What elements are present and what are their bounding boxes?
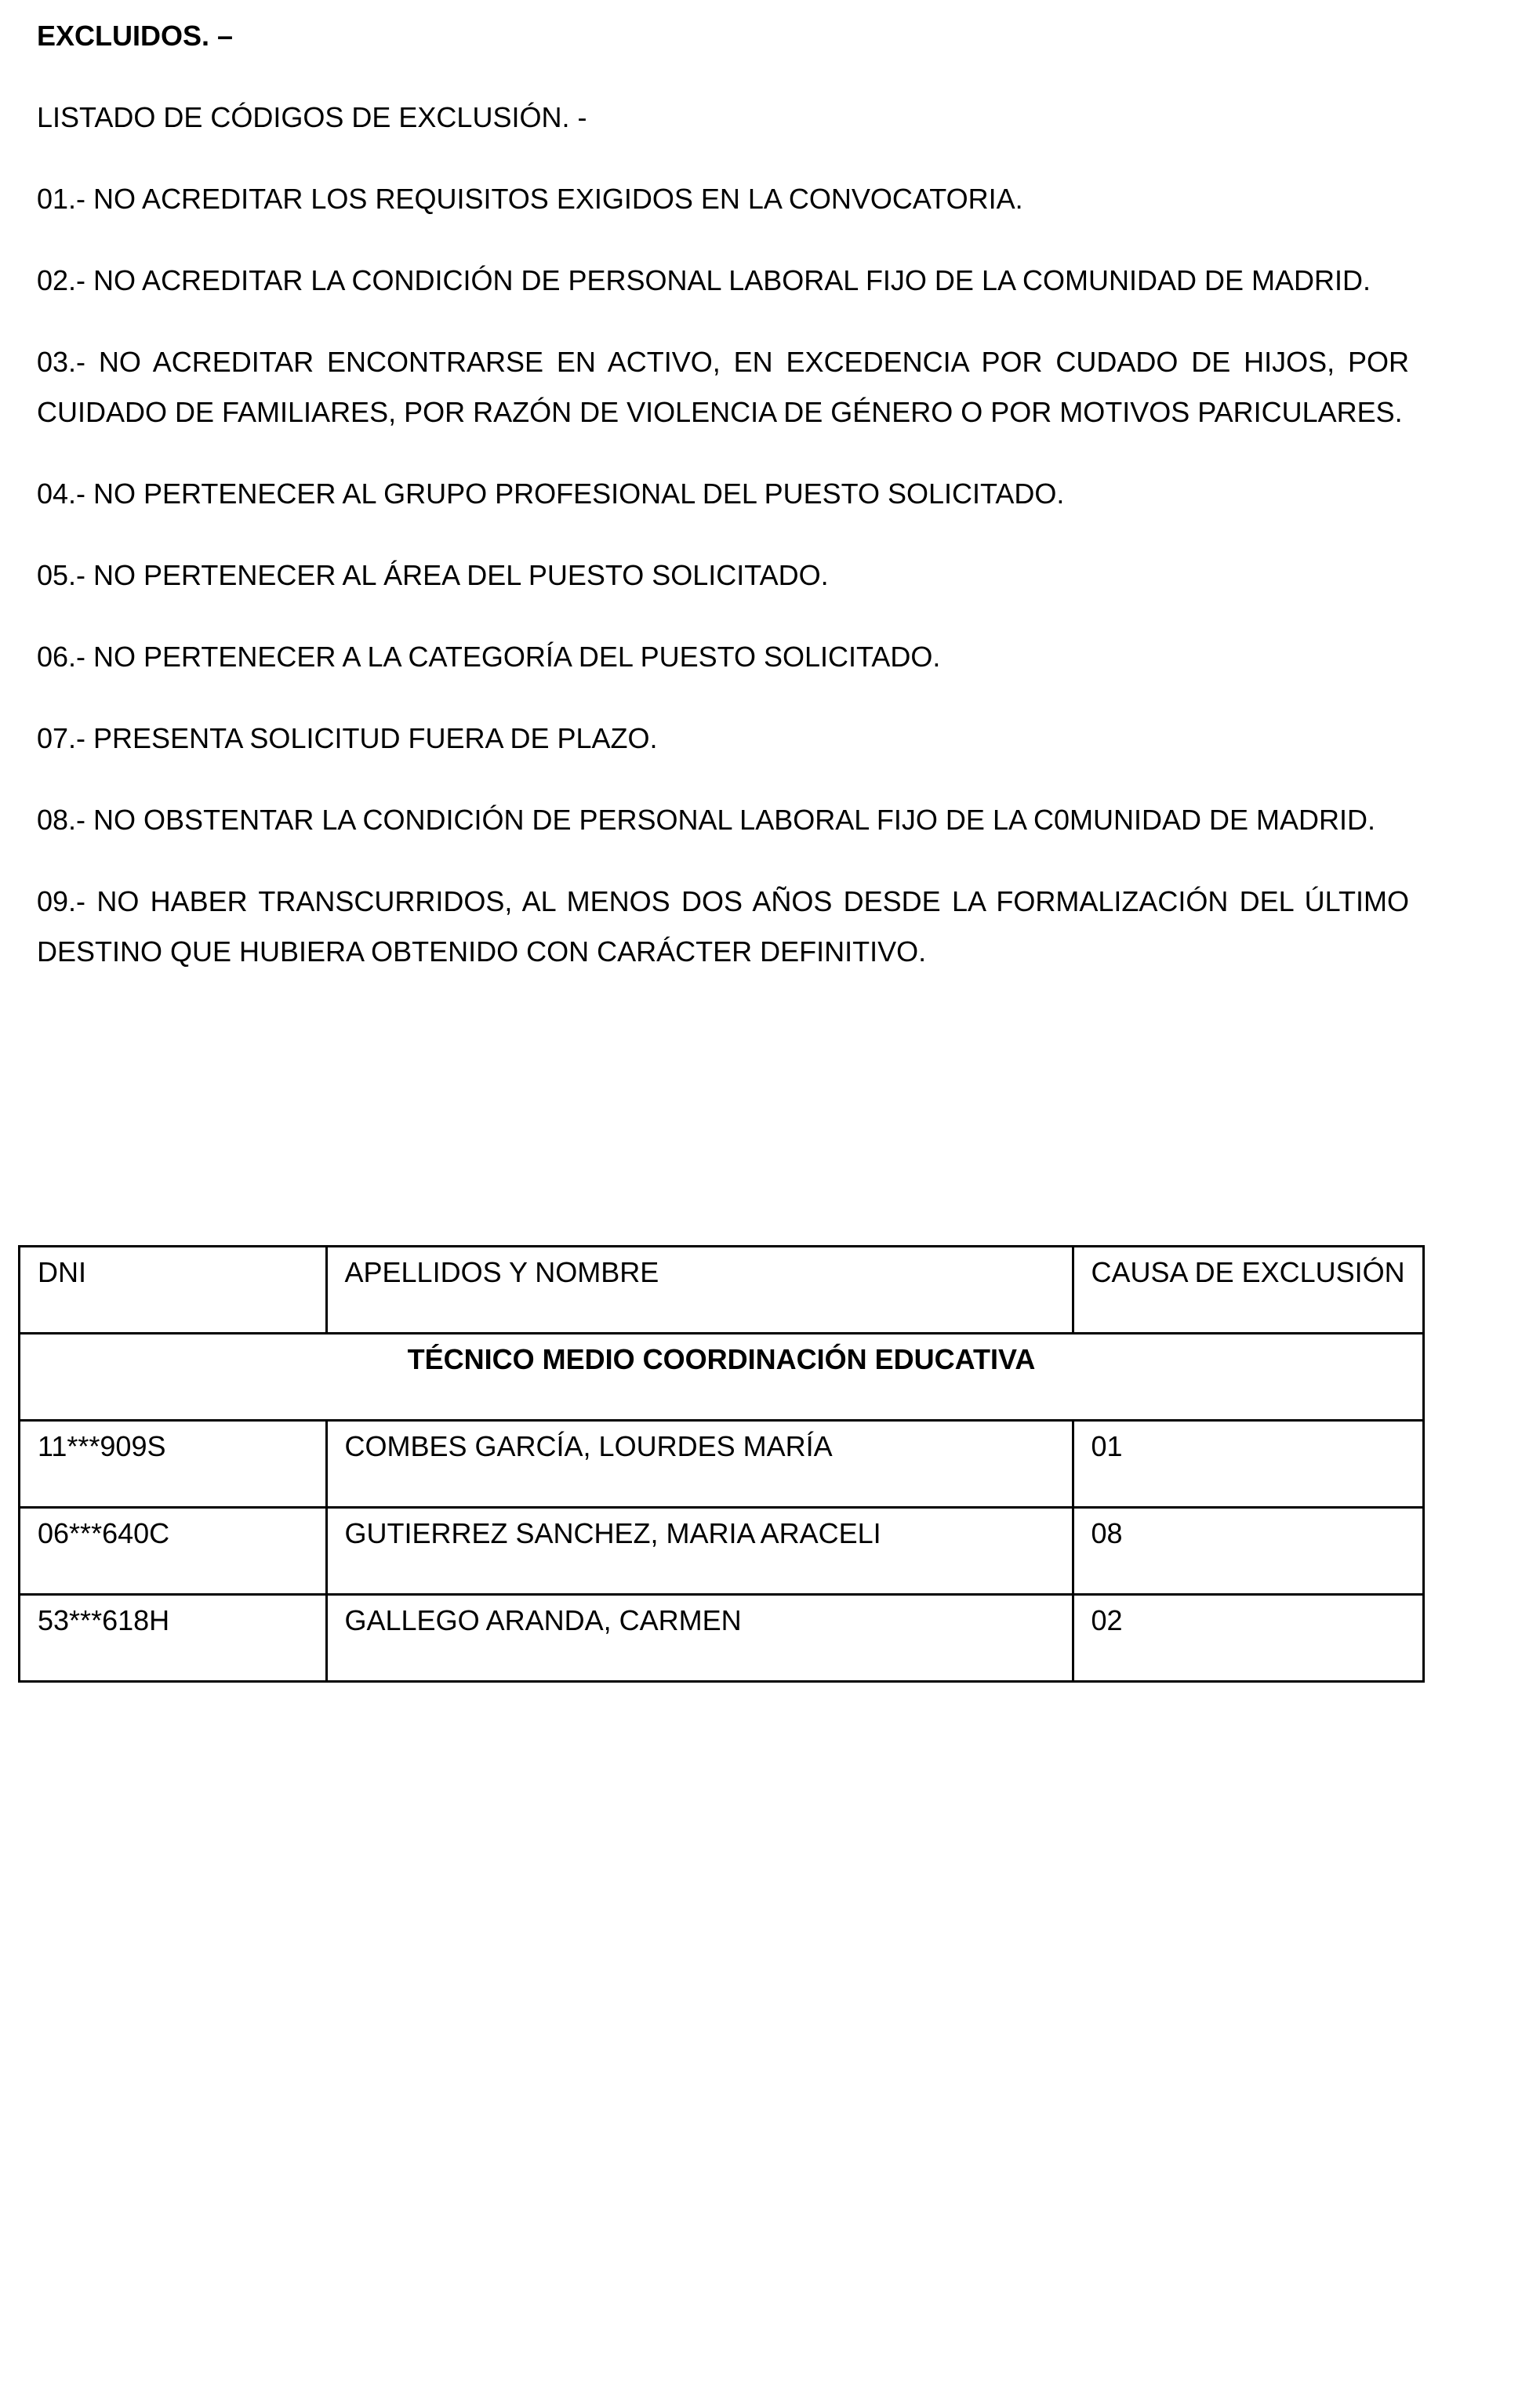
cell-name: COMBES GARCÍA, LOURDES MARÍA xyxy=(326,1421,1073,1508)
cell-dni: 06***640C xyxy=(20,1508,327,1595)
cell-dni: 11***909S xyxy=(20,1421,327,1508)
exclusion-code-07: 07.- PRESENTA SOLICITUD FUERA DE PLAZO. xyxy=(37,722,658,754)
exclusion-code-02: 02.- NO ACREDITAR LA CONDICIÓN DE PERSONAL LABORAL FIJO DE LA COMUNIDAD DE MADRID. xyxy=(37,264,1371,296)
header-dni: DNI xyxy=(20,1247,327,1334)
cell-name: GUTIERREZ SANCHEZ, MARIA ARACELI xyxy=(326,1508,1073,1595)
excluded-table xyxy=(18,1245,1425,1683)
header-name: APELLIDOS Y NOMBRE xyxy=(326,1247,1073,1334)
exclusion-code-05: 05.- NO PERTENECER AL ÁREA DEL PUESTO SOLICITADO. xyxy=(37,559,829,591)
exclusion-codes-list xyxy=(37,174,1409,1008)
table-section-row xyxy=(20,1334,1424,1421)
cell-cause: 01 xyxy=(1073,1421,1423,1508)
document-title: EXCLUIDOS. – xyxy=(37,20,234,52)
codes-list-heading: LISTADO DE CÓDIGOS DE EXCLUSIÓN. - xyxy=(37,101,587,133)
exclusion-code-04: 04.- NO PERTENECER AL GRUPO PROFESIONAL DEL PUESTO SOLICITADO. xyxy=(37,478,1065,510)
exclusion-code-09: 09.- NO HABER TRANSCURRIDOS, AL MENOS DOS AÑOS DESDE LA FORMALIZACIÓN DEL ÚLTIMO DESTINO QUE HUBIERA OBTENIDO CON CARÁCTER DEFINITIVO. xyxy=(37,885,1409,968)
cell-dni: 53***618H xyxy=(20,1595,327,1682)
cell-name: GALLEGO ARANDA, CARMEN xyxy=(326,1595,1073,1682)
exclusion-code-01: 01.- NO ACREDITAR LOS REQUISITOS EXIGIDOS EN LA CONVOCATORIA. xyxy=(37,183,1023,215)
exclusion-code-08: 08.- NO OBSTENTAR LA CONDICIÓN DE PERSONAL LABORAL FIJO DE LA C0MUNIDAD DE MADRID. xyxy=(37,804,1376,836)
table-header-row xyxy=(20,1247,1424,1334)
exclusion-code-03: 03.- NO ACREDITAR ENCONTRARSE EN ACTIVO, EN EXCEDENCIA POR CUDADO DE HIJOS, POR CUIDADO DE FAMILIARES, POR RAZÓN DE VIOLENCIA DE GÉNERO O POR MOTIVOS PARICULARES. xyxy=(37,346,1409,428)
header-cause: CAUSA DE EXCLUSIÓN xyxy=(1073,1247,1423,1334)
table-row xyxy=(20,1508,1424,1595)
table-row xyxy=(20,1421,1424,1508)
exclusion-code-06: 06.- NO PERTENECER A LA CATEGORÍA DEL PUESTO SOLICITADO. xyxy=(37,641,941,673)
cell-cause: 08 xyxy=(1073,1508,1423,1595)
cell-cause: 02 xyxy=(1073,1595,1423,1682)
section-title: TÉCNICO MEDIO COORDINACIÓN EDUCATIVA xyxy=(20,1334,1424,1421)
table-row xyxy=(20,1595,1424,1682)
